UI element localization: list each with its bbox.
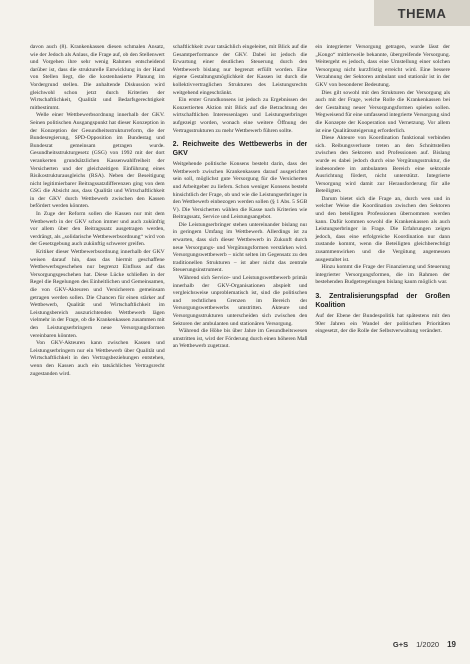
article-body bbox=[30, 44, 450, 624]
paragraph: Darum bietet sich die Frage an, durch wen und in welcher Weise die Koordination zwischen den Sektoren und den beteiligten Professionen übernommen werden kann. Dafür kommen sowohl die Krankenkassen als auch Leistungserbringer in Frage. Die Erfahrungen zeigen jedoch, dass eine erfolgreiche Koordination nur dann zustande kommt, wenn die Beteiligten gleichberechtigt zusammenwirken und die Vergütung angemessen ausgestaltet ist. bbox=[315, 195, 451, 263]
paragraph: Kritiker dieser Wettbewerbsordnung innerhalb der GKV weisen darauf hin, dass das hiermit geschaffene Wettbewerbsgeschehen nur begrenzt Einfluss auf das Versorgungsgeschehen hat. Diese Lücke schließen in der Regel die Regelungen des Einheitlichen und Gemeinsamen, die von GKV-Akteuren und Versicherern gemeinsam getragen werden sollen. Die Chancen für einen stärker auf Wettbewerb, Qualität und Wirtschaftlichkeit im Leistungsbereich auszurichtenden Wettbewerb lägen vielmehr in der Frage, ob die Krankenkassen zusammen mit den Leistungserbringern neue Versorgungsformen vereinbaren könnten. bbox=[30, 249, 165, 339]
issue-number: 1/2020 bbox=[416, 640, 440, 649]
paragraph: Während die Höhe bis über Jahre im Gesundheitswesen umstritten ist, wird der Förderung durch einen höheren Maß an Wettbewerb zugetraut. bbox=[172, 328, 308, 350]
text-column-1 bbox=[30, 44, 165, 624]
paragraph: ein integrierter Versorgung getragen, wurde lässt der „Kongo“ mittlerweile bekannte, übergreifende Versorgung. Weitergeht es jedoch, dass eine Umstellung einer solchen Versorgung nicht kurzfristig erreicht wird. Eine bessere Verzahnung der Sektoren ambulant und stationär ist in der GKV von besonderer Bedeutung. bbox=[315, 44, 451, 88]
publication-name: G+S bbox=[392, 640, 409, 649]
section-heading: 3. Zentralisierungspfad der Großen Koalition bbox=[315, 293, 451, 309]
page-footer bbox=[393, 640, 456, 649]
page-number: 19 bbox=[447, 640, 456, 649]
section-label-thema bbox=[374, 0, 470, 26]
paragraph: Ein erster Grundkonsens ist jedoch zu Ergebnissen der Konzertierten Aktion mit Blick auf die Betrachtung der wirtschaftlichen Interessenlagen und Leistungserbringer aufgezeigt worden, wonach eine weitere Öffnung der Vertragsstrukturen zu mehr Wettbewerb führen sollte. bbox=[172, 97, 308, 134]
paragraph: Von GKV-Akteuren kann zwischen Kassen und Leistungserbringern nur ein Wettbewerb über Qualität und Wirtschaftlichkeit in den Vertragsbeziehungen entstehen, wenn den Kassen auch ein tatsächliches Vertragsrecht zugestanden wird. bbox=[30, 340, 165, 377]
paragraph: Hinzu kommt die Frage der Finanzierung und Steuerung integrierter Versorgungsformen, die im Rahmen der bestehenden Budgetregelungen bislang kaum möglich war. bbox=[315, 264, 451, 286]
paragraph: davon auch (8). Krankenkassen diesen schmalen Ansatz, wie der Jedoch als Anlass, die Frage auf, ob den Stellenwert und Vorgehen ihre sehr wenig Rahmen entscheidend darüber ist, dass die strukturelle Entwicklung in der Hand von Stellen liegt, die die kostenbasierte Planung im Vordergrund stellen. Die anhaltende Diskussion wird gleichwohl schon jetzt durch Kriterien der Wirtschaftlichkeit, Qualität und Bedarfsgerechtigkeit mitbestimmt. bbox=[30, 44, 165, 111]
text-column-3 bbox=[315, 44, 450, 624]
paragraph: Weitgehende politische Konsens besteht darin, dass der Wettbewerb zwischen Krankenkassen darauf ausgerichtet sein soll, möglichst gute Versorgung für die Versicherten und Arbeitgeber zu liefern. Schon weniger Konsens besteht hinsichtlich der Frage, ob und wie die Leistungserbringer in den Wettbewerb einbezogen werden sollen (§ 1 Abs. 5 SGB V). Die Versicherten wählen die Kasse nach Kriterien wie Beitragssatz, Service und Leistungsangebot. bbox=[172, 161, 308, 221]
paragraph: Auf der Ebene der Bundespolitik hat spätestens mit den 90er Jahren ein Wandel der politischen Prioritäten eingesetzt, der die Rolle der Selbstverwaltung verändert. bbox=[315, 313, 451, 335]
paragraph: Dies gilt sowohl mit den Strukturen der Versorgung als auch mit der Frage, welche Rolle die Krankenkassen bei der Gestaltung neuer Versorgungsformen spielen sollen. Wegweisend für eine umfassend integrierte Versorgung sind die Konzepte der Kooperation und Vernetzung. Vor allem ist eine Qualitätssteigerung erforderlich. bbox=[315, 89, 451, 134]
section-heading: 2. Reichweite des Wettbewerbs in der GKV bbox=[172, 141, 308, 157]
section-label-text: THEMA bbox=[397, 5, 447, 21]
paragraph: In Zuge der Reform sollen die Kassen nur mit dem Wettbewerb in der GKV schon immer und auch zukünftig vor allem über den Beitragssatz ausgetragen werden, verdrängt, als „solidarische Wettbewerbsordnung“ wird von der Gesetzgebung auch zukünftig schwerer greifen. bbox=[30, 211, 165, 248]
paragraph: Welle einer Wettbewerbsordnung innerhalb der GKV. Seinen politischen Ausgangspunkt hat dieser Konzeption in der Konzeption der Gesundheitsstrukturreform, die der Bundesregierung, SPD-Opposition im Bundestag und Bundesrat gemeinsam getragen wurde. Gesundheitsstrukturgesetz (GSG) von 1992 mit der dort verankerten grundsätzlichen Kassenwahlfreiheit der Versicherten und der gleichzeitigen Einführung eines Risikostrukturausgleichs (RSA). Neben der Beseitigung nicht legitimierbarer Beitragssatzdifferenzen ging von dem GSG die Absicht aus, dass Qualität und Wirtschaftlichkeit in der GKV durch Wettbewerb zwischen den Kassen befördert werden könnten. bbox=[30, 112, 165, 210]
paragraph: Die Leistungserbringer stehen untereinander bislang nur in geringem Umfang im Wettbewerb. Allerdings ist zu erwarten, dass sich dieser Wettbewerb in Zukunft durch neue Versorgungs- und Vergütungsformen verstärken wird. Versorgungswettbewerb – nicht selten im Gegensatz zu den traditionellen Strukturen – ist aber nicht das zentrale Steuerungsinstrument. bbox=[172, 221, 308, 274]
paragraph: Während sich Service- und Leistungswettbewerb primär innerhalb der GKV-Organisationen abspielt und vergleichsweise unproblematisch ist, sind die politischen und rechtlichen Grenzen im Bereich der Versorgungswettbewerbs umstritten. Akteure und Versorgungsstrukturen unterscheiden sich zwischen den Sektoren der ambulanten und stationären Versorgung. bbox=[172, 275, 308, 327]
text-column-2 bbox=[173, 44, 308, 624]
paragraph: Diese Akteure von Koordination funktional verbinden sich. Reibungsverluste treten an den Schnittstellen zwischen den Sektoren und Professionen auf. Bislang wurde es dabei jedoch durch eine Vergütungsstruktur, die insbesondere im ambulanten Bereich eine sektorale Ausrichtung fördert, nicht unterstützt. Integrierte Versorgung wird damit zur Herausforderung für alle Beteiligten. bbox=[315, 135, 451, 195]
paragraph: schaftlichkeit zwar tatsächlich eingeleitet, mit Blick auf die Gesamtperformance der GKV. Dabei ist jedoch die Erwartung einer deutlichen Steuerung durch den Wettbewerb bislang nur begrenzt erfüllt worden. Eine eigene Gestaltungsmöglichkeit der Kassen ist durch die kollektivvertraglichen Strukturen des Leistungsrechts weitgehend eingeschränkt. bbox=[172, 44, 308, 96]
